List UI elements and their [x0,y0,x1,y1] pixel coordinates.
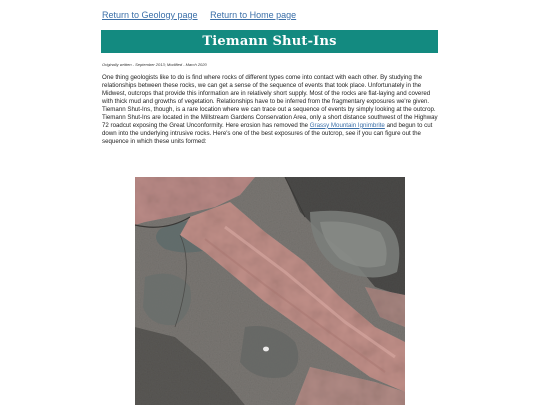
geology-page-link[interactable]: Return to Geology page [102,10,198,20]
intro-paragraph [102,74,440,146]
paragraph-text-start: One thing geologists like to do is find where rocks of different types come into contact with each other. By studying the relationships between these rocks, we can get a sense of the sequence of events that took place. Unfortunately in the Midwest, outcrops that provide this information are in relatively short supply. Most of the rocks are flat-laying and covered with thick mud and growths of vegetation. Relationships have to be inferred from the fragmentary exposures we're given. Tiemann Shut-Ins, though, is a rare location where we can trace out a sequence of events by simply looking at the outcrop. Tiemann Shut-Ins are located in the Millstream Gardens Conservation Area, only a short distance southwest of the Highway 72 roadcut exposing the Great Unconformity. Here erosion has removed the [102,74,438,129]
page-title: Tiemann Shut-Ins [202,34,337,49]
grassy-mountain-ignimbrite-link[interactable]: Grassy Mountain Ignimbrite [309,121,385,129]
title-banner [101,30,438,53]
date-note: Originally written - September 2013; Modified - March 2020 [102,62,207,67]
paragraph-text-end: and begun to cut down into the underlying intrusive rocks. Here's one of the best exposures of the outcrop, see if you can figure out the sequence in which these units formed: [102,121,433,145]
top-nav [102,10,306,20]
outcrop-photo [135,177,405,405]
home-page-link[interactable]: Return to Home page [210,10,297,20]
